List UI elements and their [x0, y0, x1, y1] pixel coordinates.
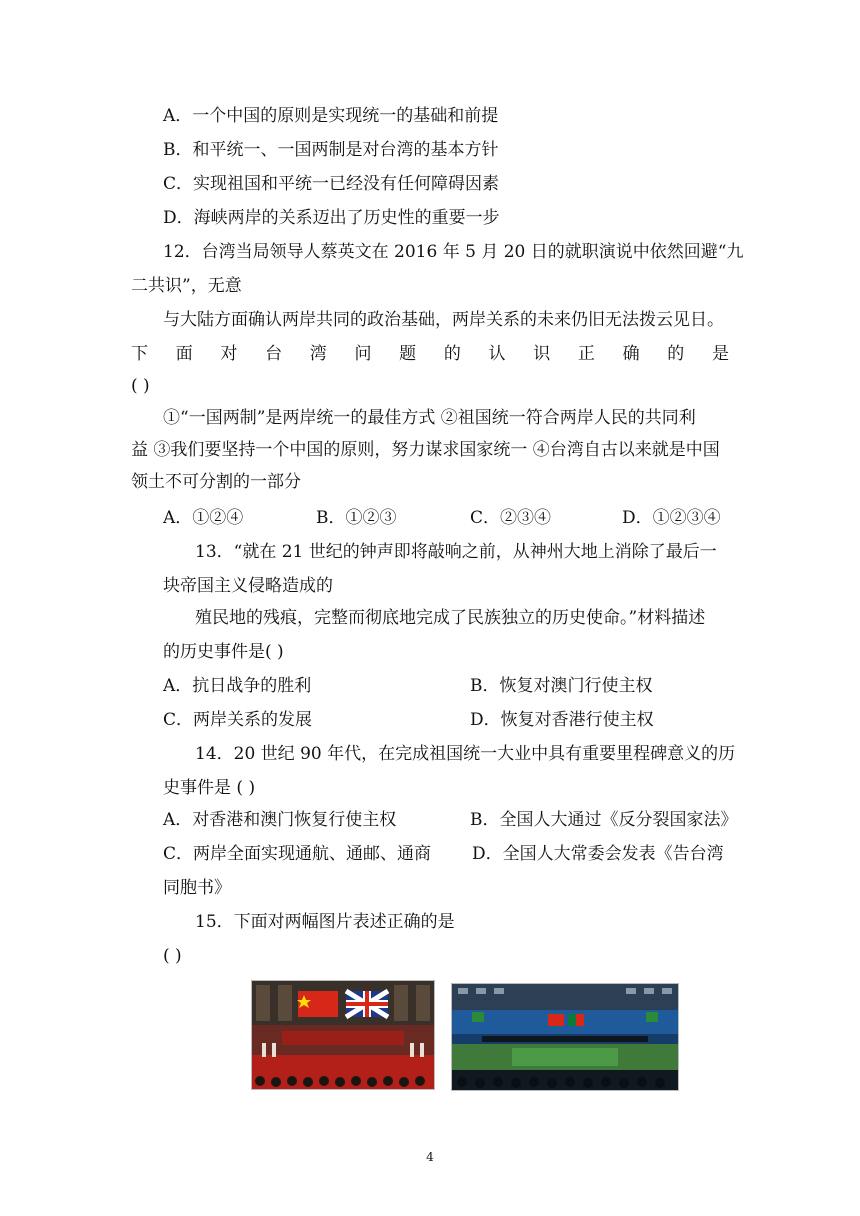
q12-statements-line1: ①“一国两制”是两岸统一的最佳方式 ②祖国统一符合两岸人民的共同利 — [163, 408, 696, 428]
q12-statements-line2: 益 ③我们要坚持一个中国的原则，努力谋求国家统一 ④台湾自古以来就是中国 — [131, 440, 720, 460]
q13-option-b: B．恢复对澳门行使主权 — [470, 676, 653, 696]
q14-option-b: B．全国人大通过《反分裂国家法》 — [470, 810, 738, 830]
page-number: 4 — [426, 1150, 434, 1164]
q13-option-c: C．两岸关系的发展 — [163, 710, 313, 730]
q13-stem-line3: 殖民地的残痕，完整而彻底地完成了民族独立的历史使命。”材料描述 — [195, 608, 706, 628]
q12-option-d: D．①②③④ — [622, 508, 721, 528]
q13-stem-line2: 块帝国主义侵略造成的 — [163, 576, 333, 596]
q12-option-a: A．①②④ — [163, 508, 244, 528]
q12-stem-line3: 与大陆方面确认两岸共同的政治基础，两岸关系的未来仍旧无法拨云见日。 — [163, 310, 724, 330]
q14-stem-line2: 史事件是 ( ) — [163, 778, 256, 798]
q11-option-a: A．一个中国的原则是实现统一的基础和前提 — [163, 106, 499, 126]
q15-answer-blank: ( ) — [163, 946, 182, 966]
q11-option-d: D．海峡两岸的关系迈出了历史性的重要一步 — [163, 208, 500, 228]
q14-stem-line1: 14．20 世纪 90 年代，在完成祖国统一大业中具有重要里程碑意义的历 — [195, 744, 736, 764]
q14-option-c: C．两岸全面实现通航、通邮、通商 — [163, 844, 432, 864]
q12-stem-line4: 下 面 对 台 湾 问 题 的 认 识 正 确 的 是 — [131, 344, 729, 364]
q13-stem-line4: 的历史事件是( ) — [163, 642, 284, 662]
q11-option-b: B．和平统一、一国两制是对台湾的基本方针 — [163, 140, 499, 160]
q12-option-b: B．①②③ — [316, 508, 397, 528]
q15-stem-line1: 15．下面对两幅图片表述正确的是 — [195, 912, 455, 932]
q13-option-d: D．恢复对香港行使主权 — [470, 710, 654, 730]
q12-stem-line1: 12．台湾当局领导人蔡英文在 2016 年 5 月 20 日的就职演说中依然回避“九 — [163, 242, 744, 262]
q12-answer-blank: ( ) — [131, 376, 150, 396]
hong-kong-handover-illustration — [252, 981, 434, 1089]
macau-handover-photo — [451, 983, 679, 1091]
q11-option-c: C．实现祖国和平统一已经没有任何障碍因素 — [163, 174, 500, 194]
q12-stem-line2: 二共识”，无意 — [131, 276, 242, 296]
q14-option-d-continued: 同胞书》 — [163, 878, 231, 898]
q13-stem-line1: 13．“就在 21 世纪的钟声即将敲响之前，从神州大地上消除了最后一 — [195, 542, 717, 562]
q13-option-a: A．抗日战争的胜利 — [163, 676, 312, 696]
q14-option-a: A．对香港和澳门恢复行使主权 — [163, 810, 397, 830]
hong-kong-handover-photo — [251, 980, 435, 1090]
q12-statements-line3: 领土不可分割的一部分 — [131, 472, 301, 492]
macau-handover-illustration — [452, 984, 678, 1090]
q14-option-d: D．全国人大常委会发表《告台湾 — [472, 844, 724, 864]
q12-option-c: C．②③④ — [470, 508, 552, 528]
